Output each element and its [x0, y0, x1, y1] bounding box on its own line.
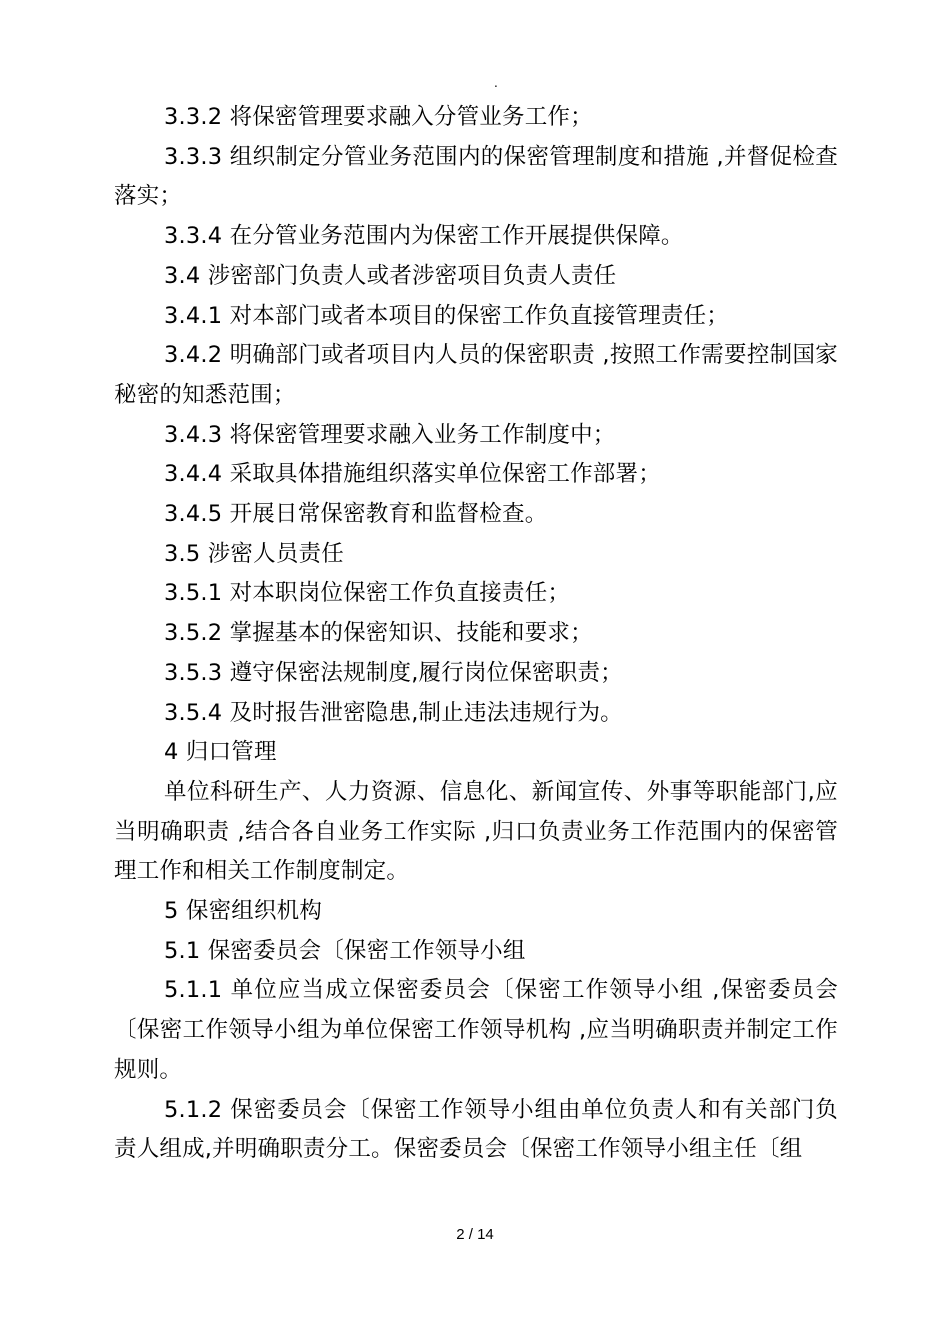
paragraph-3-5-1: 3.5.1 对本职岗位保密工作负直接责任； — [164, 580, 571, 607]
heading-5: 5 保密组织机构 — [164, 898, 323, 925]
paragraph-3-4-4: 3.4.4 采取具体措施组织落实单位保密工作部署； — [164, 461, 661, 488]
paragraph-3-5-2: 3.5.2 掌握基本的保密知识、技能和要求； — [164, 620, 593, 647]
paragraph-3-4-1: 3.4.1 对本部门或者本项目的保密工作负直接管理责任； — [164, 302, 730, 329]
paragraph-3-4-3: 3.4.3 将保密管理要求融入业务工作制度中； — [164, 421, 616, 448]
paragraph-5-1-2: 5.1.2 保密委员会〔保密工作领导小组由单位负责人和有关部门负责人组成,并明确职责分工。保密委员会〔保密工作领导小组主任〔组 — [114, 1096, 838, 1163]
heading-4: 4 归口管理 — [164, 739, 277, 766]
paragraph-3-3-3: 3.3.3 组织制定分管业务范围内的保密管理制度和措施 ,并督促检查落实； — [114, 143, 838, 210]
paragraph-5-1-1: 5.1.1 单位应当成立保密委员会〔保密工作领导小组 ,保密委员会〔保密工作领导小组为单位保密工作领导机构 ,应当明确职责并制定工作规则。 — [114, 977, 838, 1083]
paragraph-3-3-4: 3.3.4 在分管业务范围内为保密工作开展提供保障。 — [164, 223, 684, 250]
header-mark: . — [494, 76, 498, 90]
paragraph-4-body: 单位科研生产、人力资源、信息化、新闻宣传、外事等职能部门,应当明确职责 ,结合各自业务工作实际 ,归口负责业务工作范围内的保密管理工作和相关工作制度制定。 — [114, 778, 838, 885]
page-number: 2 / 14 — [456, 1226, 494, 1243]
heading-3-5: 3.5 涉密人员责任 — [164, 540, 344, 567]
paragraph-3-4-2: 3.4.2 明确部门或者项目内人员的保密职责 ,按照工作需要控制国家秘密的知悉范围； — [114, 342, 838, 408]
paragraph-3-3-2: 3.3.2 将保密管理要求融入分管业务工作； — [164, 104, 593, 130]
paragraph-3-4-5: 3.4.5 开展日常保密教育和监督检查。 — [164, 501, 548, 528]
heading-5-1: 5.1 保密委员会〔保密工作领导小组 — [164, 937, 526, 964]
heading-3-4: 3.4 涉密部门负责人或者涉密项目负责人责任 — [164, 262, 617, 289]
paragraph-3-5-3: 3.5.3 遵守保密法规制度,履行岗位保密职责； — [164, 659, 623, 686]
document-body — [114, 98, 838, 1170]
paragraph-3-5-4: 3.5.4 及时报告泄密隐患,制止违法违规行为。 — [164, 699, 623, 726]
